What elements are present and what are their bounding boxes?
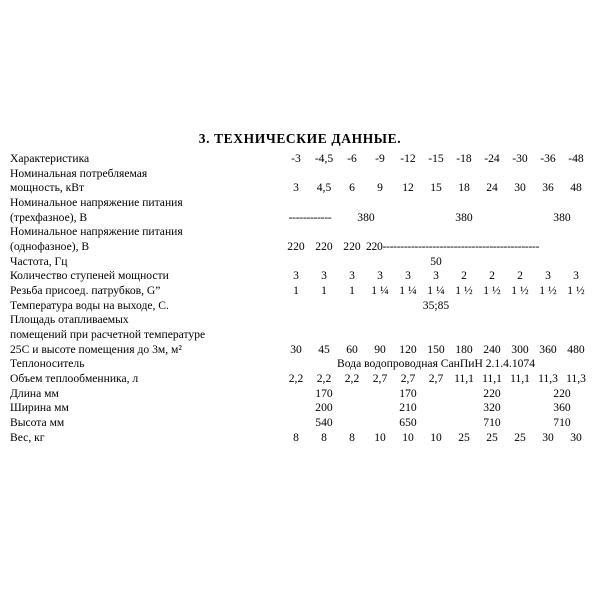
row-10-merged-2: 220 — [483, 386, 501, 400]
row-spacer-7a — [282, 313, 590, 328]
row-7-val-8: 300 — [511, 342, 529, 356]
row-0-val-4: 12 — [402, 181, 414, 195]
row-label-5: Резьба присоед. патрубков, G” — [10, 284, 161, 298]
table-row — [10, 328, 590, 343]
row-label-1b: (трехфазное), В — [10, 210, 88, 224]
table-row — [10, 299, 590, 314]
table-body — [10, 152, 590, 445]
row-13-val-8: 25 — [514, 430, 526, 444]
table-row — [10, 372, 590, 387]
row-12-merged-1: 650 — [399, 416, 417, 430]
row-9-val-4: 2,7 — [400, 372, 416, 386]
row-0-val-10: 48 — [570, 181, 582, 195]
row-10-merged-0: 170 — [315, 386, 333, 400]
technical-data-table — [10, 152, 590, 445]
row-label-1a: Номинальное напряжение питания — [10, 196, 183, 210]
row-5-val-5: 1 ¼ — [427, 284, 445, 298]
row-12-merged-2: 710 — [483, 416, 501, 430]
row-13-val-3: 10 — [374, 430, 386, 444]
row-7-val-0: 30 — [290, 342, 302, 356]
row-label-12: Высота мм — [10, 416, 65, 430]
row-6-merged-0: 35;85 — [422, 298, 450, 312]
row-5-val-4: 1 ¼ — [399, 284, 417, 298]
row-0-val-1: 4,5 — [316, 181, 332, 195]
model-header-2: -6 — [347, 152, 357, 165]
row-label-6: Температура воды на выходе, С. — [10, 298, 169, 312]
row-label-0a: Номинальная потребляемая — [10, 166, 148, 180]
model-header-0: -3 — [291, 152, 301, 165]
row-4-val-2: 3 — [349, 269, 355, 283]
table-row — [10, 387, 590, 402]
row-1-merged-1: 380 — [357, 210, 375, 224]
row-7-val-7: 240 — [483, 342, 501, 356]
table-row — [10, 225, 590, 240]
row-13-val-0: 8 — [293, 430, 299, 444]
table-row — [10, 181, 590, 196]
row-2-merged-1: 220 — [315, 240, 333, 254]
row-0-val-2: 6 — [349, 181, 355, 195]
row-9-val-9: 11,3 — [538, 372, 558, 386]
row-5-val-0: 1 — [293, 284, 299, 298]
row-4-val-6: 2 — [461, 269, 467, 283]
row-9-val-3: 2,7 — [372, 372, 388, 386]
row-5-val-10: 1 ½ — [567, 284, 585, 298]
row-0-val-6: 18 — [458, 181, 470, 195]
row-13-val-5: 10 — [430, 430, 442, 444]
model-header-1: -4,5 — [314, 152, 334, 165]
row-12-merged-0: 540 — [315, 416, 333, 430]
table-row — [10, 357, 590, 372]
row-13-val-1: 8 — [321, 430, 327, 444]
row-9-val-6: 11,1 — [454, 372, 474, 386]
row-4-val-10: 3 — [573, 269, 579, 283]
row-9-val-0: 2,2 — [288, 372, 304, 386]
row-label-10: Длина мм — [10, 386, 59, 400]
table-row — [10, 401, 590, 416]
row-11-merged-2: 320 — [483, 401, 501, 415]
model-header-7: -24 — [484, 152, 500, 165]
row-label-11: Ширина мм — [10, 401, 69, 415]
row-spacer-2 — [282, 225, 590, 240]
row-label-13: Вес, кг — [10, 430, 45, 444]
row-5-val-8: 1 ½ — [511, 284, 529, 298]
model-header-9: -36 — [540, 152, 556, 165]
row-4-val-9: 3 — [545, 269, 551, 283]
row-4-val-3: 3 — [377, 269, 383, 283]
table-row — [10, 313, 590, 328]
row-4-val-1: 3 — [321, 269, 327, 283]
row-label-4: Количество ступеней мощности — [10, 269, 169, 283]
row-13-val-7: 25 — [486, 430, 498, 444]
row-13-val-9: 30 — [542, 430, 554, 444]
row-7-val-6: 180 — [455, 342, 473, 356]
row-13-val-4: 10 — [402, 430, 414, 444]
table-row — [10, 211, 590, 226]
row-1-merged-0: ------------ — [288, 210, 332, 224]
row-7-val-1: 45 — [318, 342, 330, 356]
row-7-val-4: 120 — [399, 342, 417, 356]
model-header-4: -12 — [400, 152, 416, 165]
row-label-3: Частота, Гц — [10, 254, 68, 268]
row-4-val-5: 3 — [433, 269, 439, 283]
row-1-merged-2: 380 — [455, 210, 473, 224]
table-row — [10, 269, 590, 284]
row-3-merged-0: 50 — [430, 254, 442, 268]
row-5-val-6: 1 ½ — [455, 284, 473, 298]
row-9-val-1: 2,2 — [316, 372, 332, 386]
row-9-val-7: 11,1 — [482, 372, 502, 386]
row-0-val-5: 15 — [430, 181, 442, 195]
table-row — [10, 196, 590, 211]
row-spacer-1 — [282, 196, 590, 211]
table-row — [10, 343, 590, 358]
row-10-merged-3: 220 — [553, 386, 571, 400]
row-2-merged-0: 220 — [287, 240, 305, 254]
table-row — [10, 255, 590, 270]
row-spacer-7b — [282, 328, 590, 343]
row-label-2b: (однофазное), В — [10, 240, 90, 254]
row-5-val-2: 1 — [349, 284, 355, 298]
page-title: 3. ТЕХНИЧЕСКИЕ ДАННЫЕ. — [198, 131, 402, 146]
row-13-val-2: 8 — [349, 430, 355, 444]
row-2-merged-2: 220 — [343, 240, 361, 254]
row-5-val-1: 1 — [321, 284, 327, 298]
model-header-10: -48 — [568, 152, 584, 165]
row-11-merged-0: 200 — [315, 401, 333, 415]
row-label-7b: помещений при расчетной температуре — [10, 328, 206, 342]
row-label-9: Объем теплообменника, л — [10, 372, 139, 386]
row-4-val-7: 2 — [489, 269, 495, 283]
model-header-6: -18 — [456, 152, 472, 165]
row-5-val-9: 1 ½ — [539, 284, 557, 298]
row-2-merged-3: 220-------------------------------------------- — [366, 240, 540, 254]
row-0-val-7: 24 — [486, 181, 498, 195]
row-9-val-2: 2,2 — [344, 372, 360, 386]
table-header-row — [10, 152, 590, 167]
row-9-val-10: 11,3 — [566, 372, 586, 386]
row-5-val-3: 1 ¼ — [371, 284, 389, 298]
row-label-8: Теплоноситель — [10, 357, 85, 371]
row-13-val-6: 25 — [458, 430, 470, 444]
table-row — [10, 167, 590, 182]
row-1-merged-3: 380 — [553, 210, 571, 224]
table-row — [10, 431, 590, 446]
row-label-0b: мощность, кВт — [10, 181, 85, 195]
row-label-7c: 25С и высоте помещения до 3м, м² — [10, 342, 182, 356]
row-0-val-8: 30 — [514, 181, 526, 195]
row-4-val-0: 3 — [293, 269, 299, 283]
model-header-8: -30 — [512, 152, 528, 165]
table-row — [10, 416, 590, 431]
row-12-merged-3: 710 — [553, 416, 571, 430]
row-7-val-10: 480 — [567, 342, 585, 356]
row-5-val-7: 1 ½ — [483, 284, 501, 298]
row-0-val-3: 9 — [377, 181, 383, 195]
row-11-merged-3: 360 — [553, 401, 571, 415]
table-row — [10, 240, 590, 255]
table-row — [10, 284, 590, 299]
row-spacer-0 — [282, 167, 590, 182]
row-8-merged-0: Вода водопроводная СанПиН 2.1.4.1074 — [336, 357, 536, 371]
row-9-val-5: 2,7 — [428, 372, 444, 386]
row-7-val-5: 150 — [427, 342, 445, 356]
model-header-5: -15 — [428, 152, 444, 165]
row-0-val-9: 36 — [542, 181, 554, 195]
model-header-3: -9 — [375, 152, 385, 165]
row-4-val-4: 3 — [405, 269, 411, 283]
row-7-val-2: 60 — [346, 342, 358, 356]
row-11-merged-1: 210 — [399, 401, 417, 415]
row-label-2a: Номинальное напряжение питания — [10, 225, 183, 239]
row-13-val-10: 30 — [570, 430, 582, 444]
row-4-val-8: 2 — [517, 269, 523, 283]
header-characteristic-label: Характеристика — [10, 152, 90, 165]
row-10-merged-1: 170 — [399, 386, 417, 400]
row-7-val-3: 90 — [374, 342, 386, 356]
row-9-val-8: 11,1 — [510, 372, 530, 386]
row-0-val-0: 3 — [293, 181, 299, 195]
row-7-val-9: 360 — [539, 342, 557, 356]
row-label-7a: Площадь отапливаемых — [10, 313, 129, 327]
